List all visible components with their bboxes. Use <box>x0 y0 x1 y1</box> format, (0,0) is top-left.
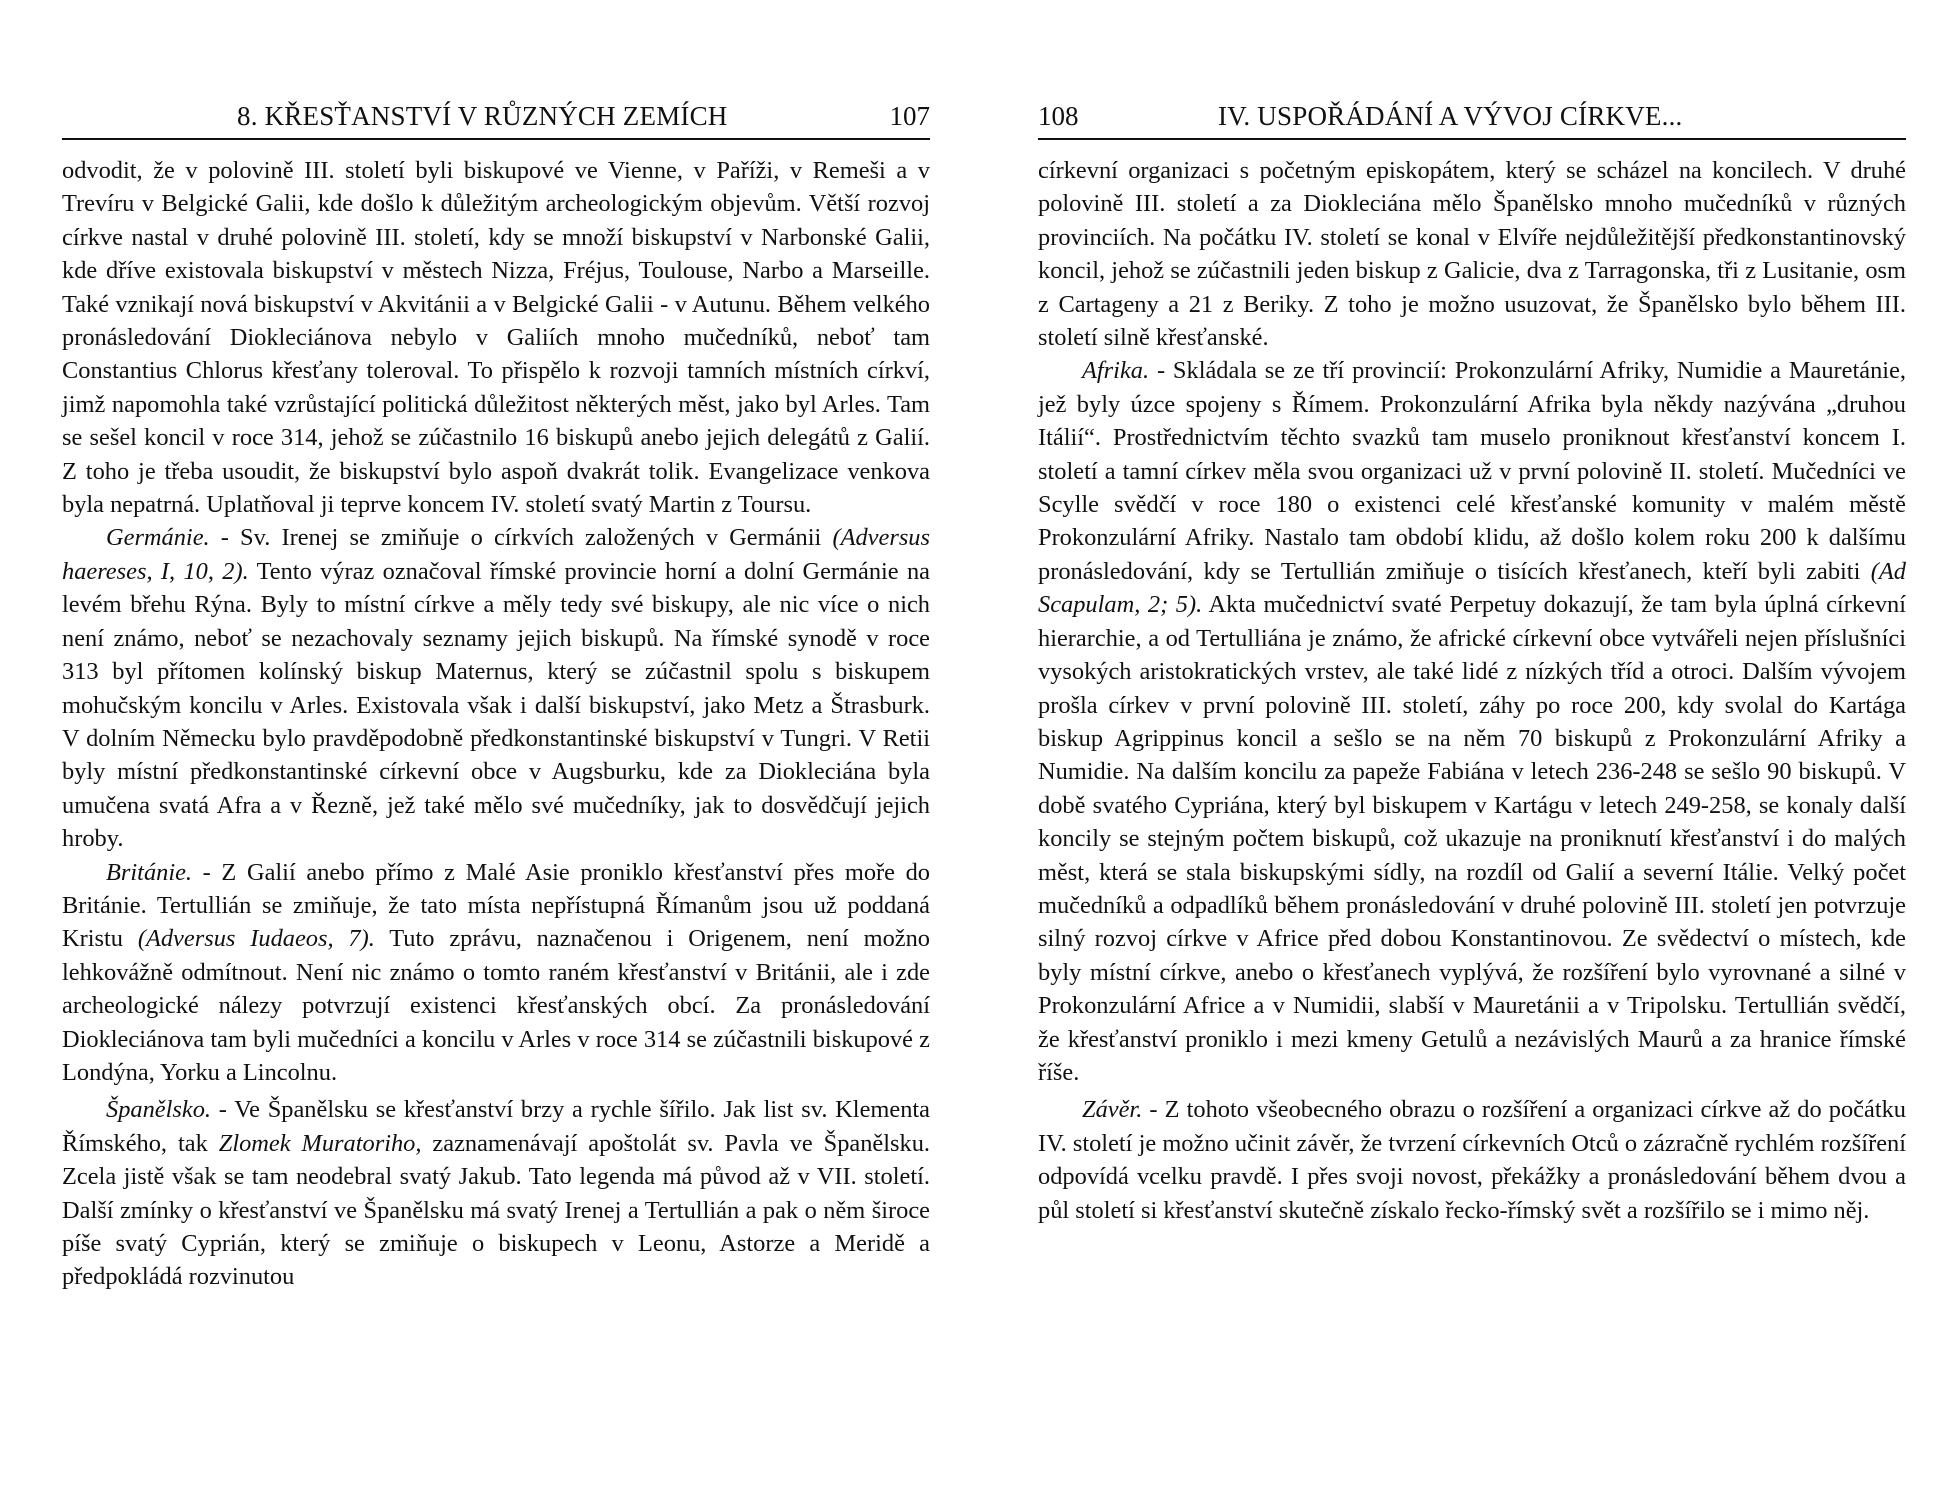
left-running-head <box>62 94 930 140</box>
citation: (Ad Scapulam, 2; 5). <box>1038 557 1906 619</box>
paragraph-germanie <box>62 521 930 855</box>
left-running-title: 8. KŘESŤANSTVÍ V RŮZNÝCH ZEMÍCH <box>237 101 728 131</box>
right-running-title: IV. USPOŘÁDÁNÍ A VÝVOJ CÍRKVE... <box>1218 101 1683 131</box>
paragraph-britanie <box>62 856 930 1090</box>
paragraph-spanelsko-continuation <box>1038 154 1906 354</box>
right-page <box>1038 94 1906 1227</box>
section-heading-britanie: Británie. <box>106 858 193 886</box>
paragraph-galie-continuation <box>62 154 930 521</box>
paragraph-zaver <box>1038 1093 1906 1227</box>
right-running-head <box>1038 94 1906 140</box>
paragraph-text: - Z tohoto všeobecného obrazu o rozšíření a organizaci církve až do počátku IV. století je možno učinit závěr, že tvrzení církevních Otců o zázračně rychlém rozšíření odpovídá vcelku pravdě. I přes svoji novost, překážky a pronásledování během dvou a půl století si křesťanství skutečně získalo řecko-římský svět a rozšířilo se i mimo něj. <box>1038 1096 1906 1224</box>
paragraph-text: církevní organizaci s početným episkopátem, který se scházel na koncilech. V druhé polovině III. století a za Diokleciána mělo Španělsko mnoho mučedníků v různých provinciích. Na počátku IV. století se konal v Elvíře nejdůležitější předkonstantinovský koncil, jehož se zúčastnili jeden biskup z Galicie, dva z Tarragonska, tři z Lusitanie, osm z Cartageny a 21 z Beriky. Z toho je možno usuzovat, že Španělsko bylo během III. století silně křesťanské. <box>1038 157 1906 352</box>
paragraph-spanelsko <box>62 1093 930 1293</box>
left-page <box>62 94 930 1294</box>
paragraph-text: zaznamenávají apoštolát sv. Pavla ve Španělsku. Zcela jistě však se tam neodebral svatý Jakub. Tato legenda má původ až v VII. století. Další zmínky o křesťanství ve Španělsku má svatý Irenej a Tertullián a pak o něm široce píše svatý Cyprián, který se zmiňuje o biskupech v Leonu, Astorze a Meridě a předpokládá rozvinutou <box>62 1129 930 1291</box>
paragraph-text: - Ve Španělsku se křesťanství brzy a rychle šířilo. Jak list sv. Klementa Římského, tak <box>62 1096 930 1157</box>
paragraph-text: Akta mučednictví svaté Perpetuy dokazují, že tam byla úplná církevní hierarchie, a od Tertulliána je známo, že africké církevní obce vytvářeli nejen příslušníci vysokých aristokratických vrstev, ale také lidé z nízkých tříd a otroci. Dalším vývojem prošla církev v první polovině III. století, záhy po roce 200, kdy svolal do Kartága biskup Agrippinus koncil a sešlo se na něm 70 biskupů z Prokonzulární Afriky a Numidie. Na dalším koncilu za papeže Fabiána v letech 236-248 se sešlo 90 biskupů. V době svatého Cypriána, který byl biskupem v Kartágu v letech 249-258, se konaly další koncily se stejným počtem biskupů, což ukazuje na proniknutí křesťanství i do malých měst, která se stala biskupskými sídly, na rozdíl od Galií a severní Itálie. Velký počet mučedníků a odpadlíků během pronásledování v druhé polovině III. století jen potvrzuje silný rozvoj církve v Africe před dobou Konstantinovou. Ze svědectví o místech, kde byly místní církve, anebo o křesťanech vyplývá, že rozšíření bylo vyrovnané a silné v Prokonzulární Africe a v Numidii, slabší v Mauretánii a v Tripolsku. Tertullián svědčí, že křesťanství proniklo i mezi kmeny Getulů a nezávislých Maurů a za hranice římské říše. <box>1038 591 1907 1086</box>
right-body-text <box>1038 154 1906 1227</box>
paragraph-text: - Z Galií anebo přímo z Malé Asie proniklo křesťanství přes moře do Británie. Tertullián se zmiňuje, že tato místa nepřístupná Římanům jsou už poddaná Kristu <box>62 858 930 953</box>
section-heading-germanie: Germánie. <box>106 524 210 552</box>
right-page-number: 108 <box>1038 101 1079 131</box>
left-page-number: 107 <box>889 101 930 131</box>
section-heading-afrika: Afrika. <box>1082 357 1150 385</box>
citation: (Adversus Iudaeos, 7). <box>137 925 375 953</box>
paragraph-text: Tento výraz označoval římské provincie horní a dolní Germánie na levém břehu Rýna. Byly to místní církve a měly tedy své biskupy, ale nic více o nich není známo, neboť se nezachovaly seznamy jejich biskupů. Na římské synodě v roce 313 byl přítomen kolínský biskup Maternus, který se zúčastnil spolu s biskupem mohučským koncilu v Arles. Existovala však i další biskupství, jako Metz a Štrasburk. V dolním Německu bylo pravděpodobně předkonstantinské biskupství v Tungri. V Retii byly místní předkonstantinské církevní obce v Augsburku, kde za Diokleciána byla umučena svatá Afra a v Řezně, jež také mělo své mučedníky, jak to dosvědčují jejich hroby. <box>62 557 930 853</box>
citation: (Adversus haereses, I, 10, 2). <box>62 524 930 585</box>
citation: Zlomek Muratoriho, <box>218 1129 422 1157</box>
paragraph-text: Tuto zprávu, naznačenou i Origenem, není možno lehkovážně odmítnout. Není nic známo o tomto raném křesťanství v Británii, ale i zde archeologické nálezy potvrzují existenci křesťanských obcí. Za pronásledování Diokleciánova tam byli mučedníci a koncilu v Arles v roce 314 se zúčastnili biskupové z Londýna, Yorku a Lincolnu. <box>62 925 930 1086</box>
paragraph-text: odvodit, že v polovině III. století byli biskupové ve Vienne, v Paříži, v Remeši a v Trevíru v Belgické Galii, kde došlo k důležitým archeologickým objevům. Větší rozvoj církve nastal v druhé polovině III. století, kdy se množí biskupství v Narbonské Galii, kde dříve existovala biskupství v městech Nizza, Fréjus, Toulouse, Narbo a Marseille. Také vznikají nová biskupství v Akvitánii a v Belgické Galii - v Autunu. Během velkého pronásledování Diokleciánova nebylo v Galiích mnoho mučedníků, neboť tam Constantius Chlorus křesťany toleroval. To přispělo k rozvoji tamních místních církví, jimž napomohla také vzrůstající politická důležitost některých měst, jako byl Arles. Tam se sešel koncil v roce 314, jehož se zúčastnilo 16 biskupů anebo jejich delegátů z Galií. Z toho je třeba usoudit, že biskupství bylo aspoň dvakrát tolik. Evangelizace venkova byla nepatrná. Uplatňoval ji teprve koncem IV. století svatý Martin z Toursu. <box>62 157 930 519</box>
section-heading-zaver: Závěr. <box>1082 1096 1143 1124</box>
paragraph-afrika <box>1038 354 1906 1089</box>
section-heading-spanelsko: Španělsko. <box>106 1096 211 1124</box>
paragraph-text: - Skládala se ze tří provincií: Prokonzulární Afriky, Numidie a Mauretánie, jež byly úzce spojeny s Římem. Prokonzulární Afrika byla někdy nazývána „druhou Itálií“. Prostřednictvím těchto svazků tam muselo proniknout křesťanství koncem I. století a tamní církev měla svou organizaci už v první polovině II. století. Mučedníci ve Scylle svědčí v roce 180 o existenci celé křesťanské komunity v malém městě Prokonzulární Afriky. Nastalo tam období klidu, až došlo kolem roku 200 k dalšímu pronásledování, kdy se Tertullián zmiňuje o tisících křesťanech, kteří byli zabiti <box>1038 357 1906 585</box>
paragraph-text: - Sv. Irenej se zmiňuje o církvích založených v Germánii <box>209 524 833 552</box>
left-body-text <box>62 154 930 1294</box>
